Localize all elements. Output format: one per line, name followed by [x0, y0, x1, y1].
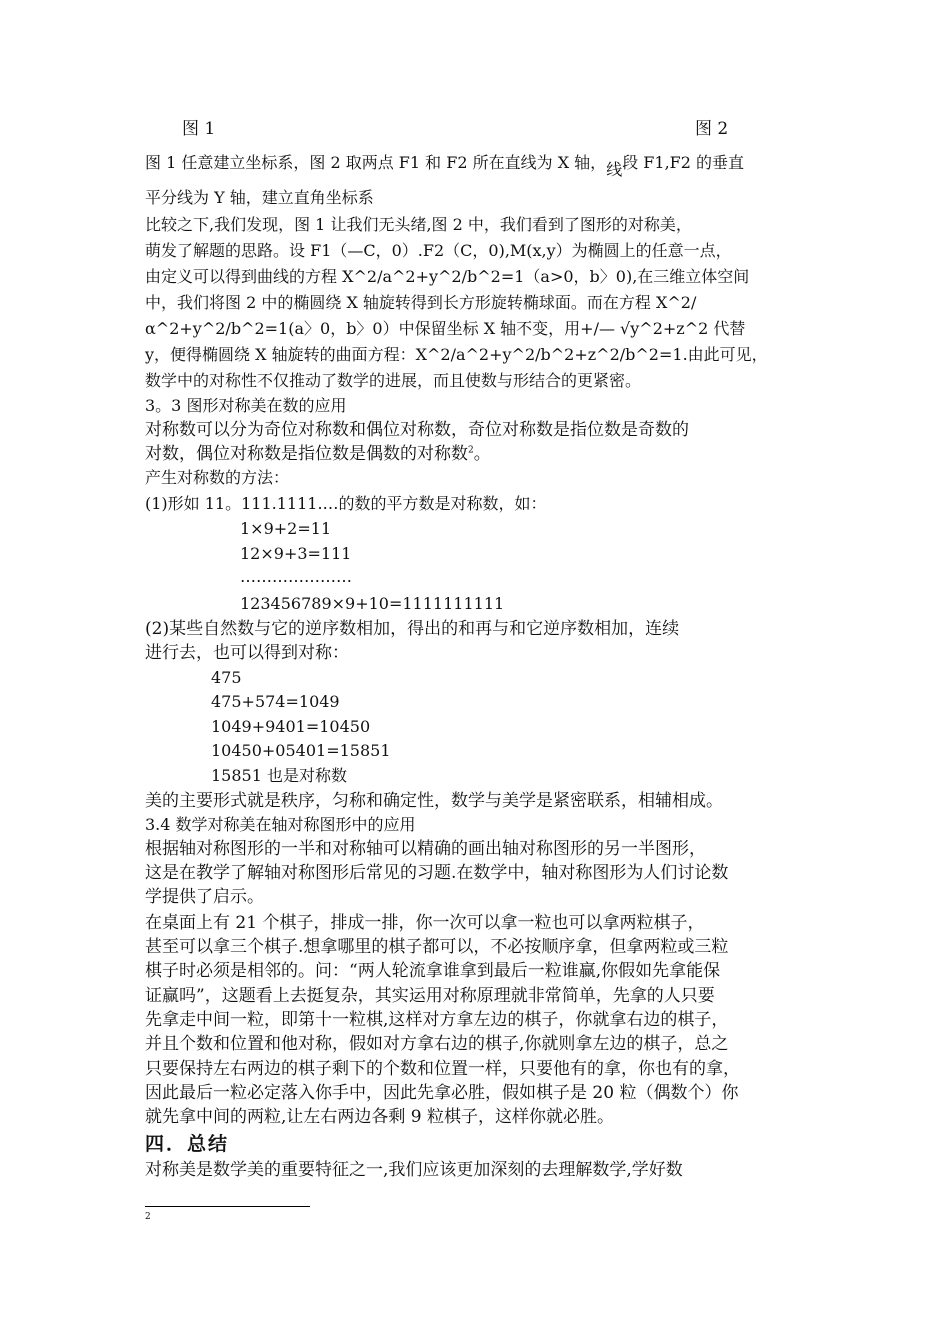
paragraph-line: 比较之下,我们发现，图 1 让我们无头绪,图 2 中，我们看到了图形的对称美， [145, 215, 692, 234]
paragraph-line: 证赢吗”，这题看上去挺复杂，其实运用对称原理就非常简单，先拿的人只要 [145, 986, 715, 1006]
paragraph-line: 产生对称数的方法： [145, 468, 290, 487]
paragraph-line: y，便得椭圆绕 X 轴旋转的曲面方程：X^2/a^2+y^2/b^2+z^2/b^2=1.由此可见， [145, 345, 768, 364]
paragraph-line: 平分线为 Y 轴，建立直角坐标系 [145, 188, 374, 207]
paragraph-line: 这是在教学了解轴对称图形后常见的习题.在数学中，轴对称图形为人们讨论数 [145, 863, 729, 883]
paragraph-line [145, 443, 491, 465]
footnote-separator [145, 1206, 310, 1207]
equation-line: 475 [211, 668, 242, 687]
equation-line: 1×9+2=11 [240, 519, 332, 538]
paragraph-line: 只要保持左右两边的棋子剩下的个数和位置一样，只要他有的拿，你也有的拿， [145, 1059, 740, 1079]
paragraph-line: 根据轴对称图形的一半和对称轴可以精确的画出轴对称图形的另一半图形， [145, 839, 706, 859]
section-heading: 3.4 数学对称美在轴对称图形中的应用 [145, 815, 416, 834]
equation-line: 1049+9401=10450 [211, 717, 371, 736]
paragraph-line: (2)某些自然数与它的逆序数相加，得出的和再与和它逆序数相加，连续 [145, 619, 680, 639]
text-span: 图 1 任意建立坐标系，图 2 取两点 F1 和 F2 所在直线为 X 轴， [145, 153, 607, 172]
paragraph-line: 中，我们将图 2 中的椭圆绕 X 轴旋转得到长方形旋转椭球面。而在方程 X^2/ [145, 293, 697, 312]
text-span: 。 [473, 444, 491, 464]
footnote-number: 2 [145, 1212, 151, 1222]
equation-line: ………………… [240, 567, 352, 586]
paragraph-line: (1)形如 11。111.1111.…的数的平方数是对称数，如： [145, 494, 547, 513]
figure-caption-2: 图 2 [695, 119, 729, 139]
paragraph-line: α^2+y^2/b^2=1(a〉0，b〉0）中保留坐标 X 轴不变，用+/— √y^2+z^2 代替 [145, 319, 746, 338]
section-heading: 3。3 图形对称美在数的应用 [145, 396, 347, 415]
paragraph-line: 就先拿中间的两粒,让左右两边各剩 9 粒棋子，这样你就必胜。 [145, 1107, 615, 1127]
paragraph-line: 因此最后一粒必定落入你手中，因此先拿必胜，假如棋子是 20 粒（偶数个）你 [145, 1083, 739, 1103]
paragraph-line: 进行去，也可以得到对称： [145, 643, 349, 663]
paragraph-line: 棋子时必须是相邻的。问：“两人轮流拿谁拿到最后一粒谁赢,你假如先拿能保 [145, 961, 721, 981]
paragraph-line: 数学中的对称性不仅推动了数学的进展，而且使数与形结合的更紧密。 [145, 371, 642, 390]
equation-line: 12×9+3=111 [240, 544, 352, 563]
paragraph-line: 甚至可以拿三个棋子.想拿哪里的棋子都可以，不必按顺序拿，但拿两粒或三粒 [145, 937, 729, 957]
equation-line: 475+574=1049 [211, 692, 340, 711]
text-span: 对数，偶位对称数是指位数是偶数的对称数 [145, 444, 468, 464]
paragraph-line: 并且个数和位置和他对称，假如对方拿右边的棋子,你就则拿左边的棋子，总之 [145, 1034, 729, 1054]
section-heading-conclusion: 四．总结 [145, 1133, 230, 1155]
paragraph-line: 学提供了启示。 [145, 887, 264, 907]
paragraph-line: 15851 也是对称数 [211, 766, 347, 785]
paragraph-line [145, 152, 745, 179]
paragraph-line: 萌发了解题的思路。设 F1（—C，0）.F2（C，0),M(x,y）为椭圆上的任意一点， [145, 241, 732, 260]
text-span: 段 F1,F2 的垂直 [622, 153, 745, 172]
paragraph-line: 对称美是数学美的重要特征之一,我们应该更加深刻的去理解数学,学好数 [145, 1160, 683, 1180]
paragraph-line: 美的主要形式就是秩序，匀称和确定性，数学与美学是紧密联系，相辅相成。 [145, 791, 723, 811]
equation-line: 10450+05401=15851 [211, 741, 391, 760]
figure-caption-1: 图 1 [182, 119, 216, 139]
paragraph-line: 在桌面上有 21 个棋子，排成一排，你一次可以拿一粒也可以拿两粒棋子， [145, 913, 705, 933]
paragraph-line: 对称数可以分为奇位对称数和偶位对称数，奇位对称数是指位数是奇数的 [145, 420, 689, 440]
paragraph-line: 先拿走中间一粒，即第十一粒棋,这样对方拿左边的棋子，你就拿右边的棋子， [145, 1010, 729, 1030]
paragraph-line: 由定义可以得到曲线的方程 X^2/a^2+y^2/b^2=1（a>0，b〉0),在三维立体空间 [145, 267, 750, 286]
footnote-ref: 2 [468, 445, 474, 456]
subscript-char: 线 [606, 160, 623, 179]
equation-line: 123456789×9+10=1111111111 [240, 594, 505, 613]
